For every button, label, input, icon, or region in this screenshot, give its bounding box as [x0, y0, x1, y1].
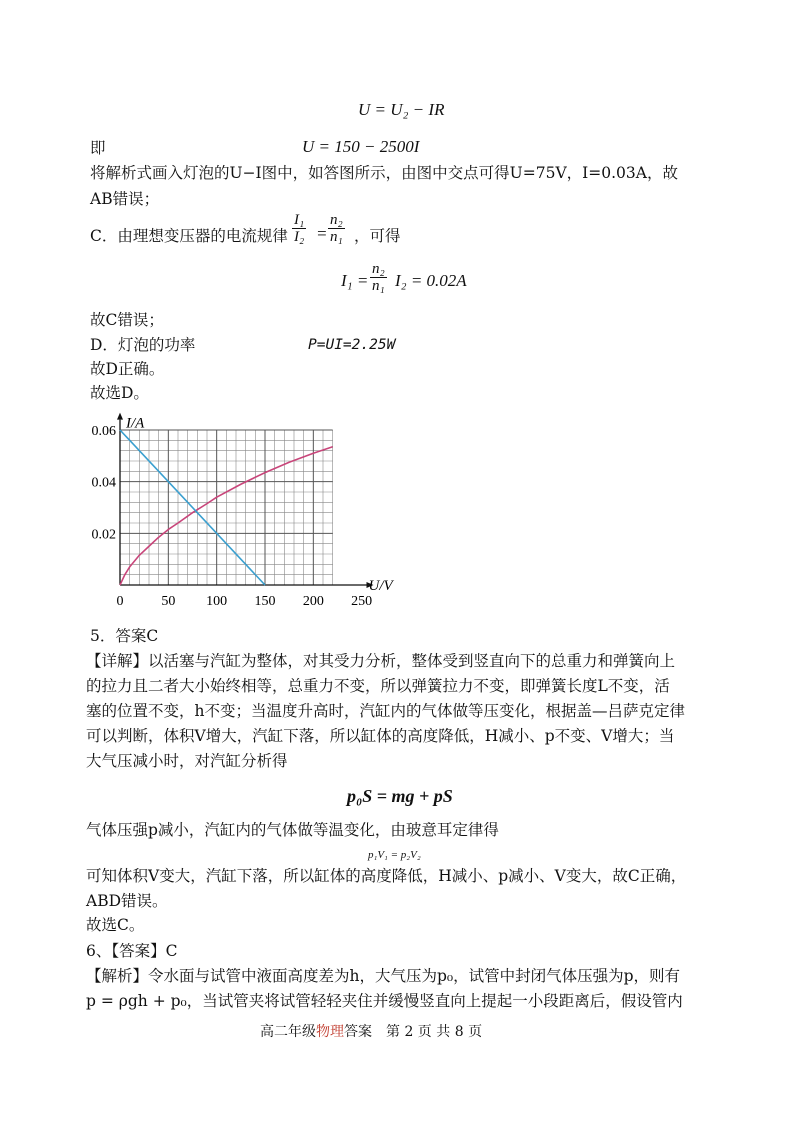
equation-i1-lhs: I₁ = — [341, 271, 369, 290]
y-tick-label: 0.02 — [91, 527, 116, 543]
fraction-equals: = — [316, 224, 328, 243]
x-tick-label: 50 — [161, 594, 176, 609]
option-c-intro: C．由理想变压器的电流规律 — [90, 227, 288, 245]
fraction-i1-i2: $\frac{\text{I₁}}{\text{I₂}}$ — [294, 212, 305, 245]
load-line — [120, 430, 265, 585]
paragraph-line: 大气压减小时，对汽缸分析得 — [86, 752, 288, 770]
paragraph-line: AB错误； — [90, 190, 160, 208]
y-axis-arrow — [117, 413, 123, 420]
y-tick-label: 0.04 — [91, 475, 116, 491]
paragraph-line: 可以判断，体积V增大，汽缸下落，所以缸体的高度降低，H减小、p不变、V增大；当 — [86, 727, 675, 745]
q5-answer: 5．答案C — [90, 627, 159, 645]
equation-p0s: p₀S = mg + pS — [347, 786, 453, 806]
x-axis-label: U/V — [368, 578, 393, 594]
y-tick-label: 0.06 — [91, 424, 116, 439]
paragraph-line: 故选C。 — [86, 916, 145, 934]
x-tick-label: 0 — [116, 594, 124, 609]
paragraph-line: 故D正确。 — [90, 360, 165, 378]
page-footer — [260, 1022, 482, 1042]
paragraph-line: ABD错误。 — [86, 892, 168, 910]
fraction-n2-n1-eq: $\frac{\text{n₂}}{\text{n₁}}$ — [372, 261, 385, 294]
option-d-power: D．灯泡的功率 — [90, 336, 196, 354]
paragraph-line: 将解析式画入灯泡的U−I图中，如答图所示，由图中交点可得U=75V，I=0.03A，故 — [90, 164, 678, 182]
fraction-n2-n1: $\frac{\text{n₂}}{\text{n₁}}$ — [330, 212, 343, 245]
x-tick-label: 200 — [302, 594, 324, 609]
paragraph-line: 故C错误； — [90, 311, 164, 329]
equation-u-linear: U = 150 − 2500I — [302, 137, 420, 156]
x-tick-label: 100 — [206, 594, 228, 609]
paragraph-line: 故选D。 — [90, 384, 149, 402]
x-tick-label: 150 — [254, 594, 276, 609]
y-axis-label: I/A — [126, 415, 145, 432]
footer-suffix: 答案 第 2 页 共 8 页 — [344, 1024, 483, 1040]
x-tick-label: 250 — [351, 594, 373, 609]
paragraph-line: 可知体积V变大，汽缸下落，所以缸体的高度降低，H减小、p减小、V变大，故C正确， — [86, 867, 687, 885]
text-keide: ，可得 — [354, 227, 401, 245]
q6-answer: 6、【答案】C — [86, 942, 178, 960]
chart-grid — [120, 430, 333, 585]
paragraph-line: p = ρgh + p₀，当试管夹将试管轻轻夹住并缓慢竖直向上提起一小段距离后，假设管内 — [86, 992, 683, 1010]
chart-axes — [117, 413, 374, 588]
equation-u: U = U₂ − IR — [358, 100, 445, 119]
equation-i1-rhs: I₂ = 0.02A — [395, 271, 467, 290]
footer-subject: 物理 — [316, 1024, 344, 1040]
paragraph-line: 气体压强p减小，汽缸内的气体做等温变化，由玻意耳定律得 — [86, 821, 499, 839]
equation-power: P=UI=2.25W — [308, 337, 396, 353]
paragraph-line: 【解析】令水面与试管中液面高度差为h，大气压为p₀，试管中封闭气体压强为p，则有 — [86, 967, 681, 985]
footer-prefix: 高二年级 — [260, 1024, 316, 1040]
paragraph-line: 塞的位置不变，h不变；当温度升高时，汽缸内的气体做等压变化，根据盖—吕萨克定律 — [86, 702, 685, 720]
equation-pv: p₁V₁ = p₂V₂ — [368, 849, 421, 861]
paragraph-line: 【详解】以活塞与汽缸为整体，对其受力分析，整体受到竖直向下的总重力和弹簧向上 — [86, 652, 676, 670]
paragraph-line: 的拉力且二者大小始终相等，总重力不变，所以弹簧拉力不变，即弹簧长度L不变，活 — [86, 677, 670, 695]
chart-tick-labels — [92, 416, 395, 609]
u-i-chart — [86, 405, 406, 615]
text-ji: 即 — [90, 139, 106, 157]
